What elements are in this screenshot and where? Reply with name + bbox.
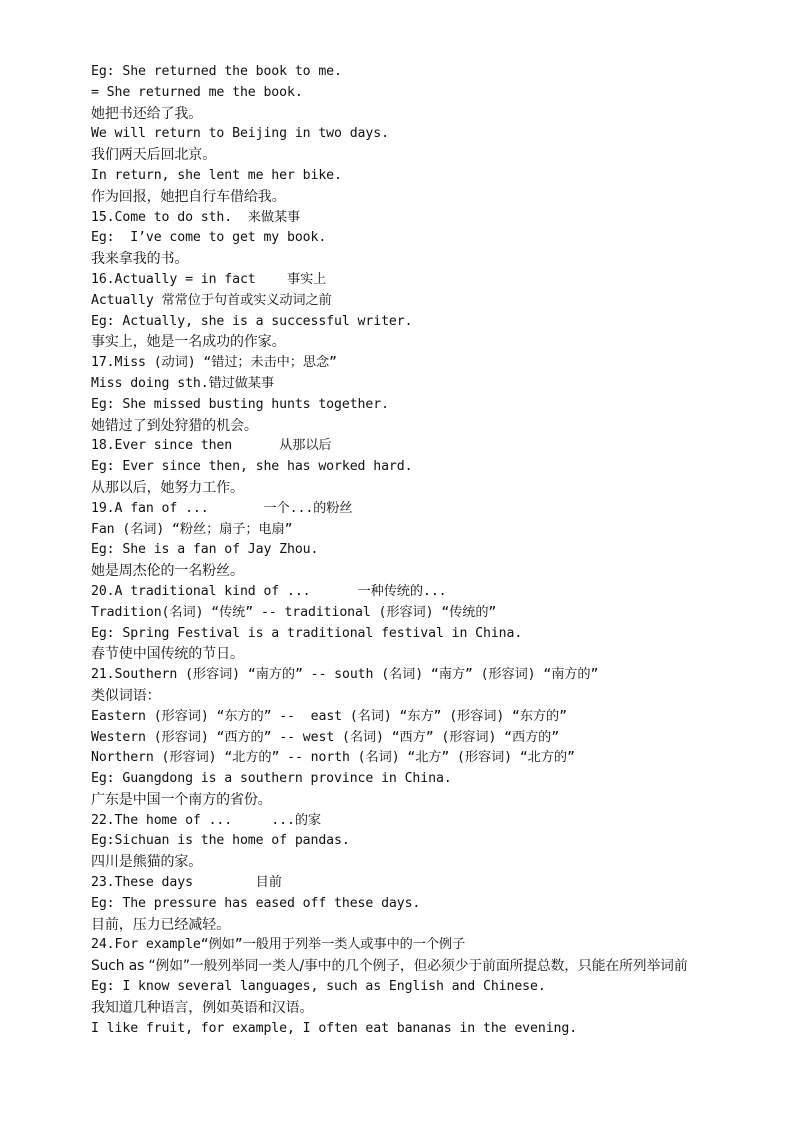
text-line: = She returned me the book. (91, 84, 303, 100)
text-line: Eg: The pressure has eased off these days. (91, 895, 421, 911)
text-line: Eg: Actually, she is a successful writer. (91, 313, 413, 329)
text-line: 我知道几种语言，例如英语和汉语。 (91, 999, 314, 1016)
text-line: 春节使中国传统的节日。 (91, 646, 244, 663)
text-line: 四川是熊猫的家。 (91, 854, 203, 871)
text-line: 23.These days 目前 (91, 875, 282, 891)
text-line: 22.The home of ... ...的家 (91, 812, 322, 828)
text-line: Eg: Ever since then, she has worked hard. (91, 459, 413, 475)
text-line: 15.Come to do sth. 来做某事 (91, 209, 301, 225)
text-line: Actually 常常位于句首或实义动词之前 (91, 292, 332, 308)
text-line: Eg: She returned the book to me. (91, 64, 342, 79)
text-line: 目前，压力已经减轻。 (91, 916, 230, 933)
text-line: 她错过了到处狩猎的机会。 (91, 417, 258, 434)
text-line: 18.Ever since then 从那以后 (91, 438, 332, 454)
text-line: Fan (名词) “粉丝；扇子；电扇” (91, 521, 293, 537)
text-line: Northern (形容词) “北方的” -- north (名词) “北方” (形容词) “北方的” (91, 750, 575, 766)
text-line: 我们两天后回北京。 (91, 147, 217, 164)
text-line: Western (形容词) “西方的” -- west (名词) “西方” (形容词) “西方的” (91, 729, 560, 745)
text-line: Eg: Guangdong is a southern province in China. (91, 771, 452, 787)
text-line: Tradition(名词) “传统” -- traditional (形容词) “传统的” (91, 604, 497, 620)
text-line: We will return to Beijing in two days. (91, 126, 389, 142)
text-line: 广东是中国一个南方的省份。 (91, 791, 272, 808)
text-line: 17.Miss (动词) “错过；未击中；思念” (91, 355, 337, 371)
text-line: Eg: She missed busting hunts together. (91, 396, 389, 412)
text-line: Eg: She is a fan of Jay Zhou. (91, 542, 319, 558)
text-line: Eg:Sichuan is the home of pandas. (91, 833, 350, 849)
document-body (91, 62, 751, 1039)
text-line: 24.For example“例如”一般用于列举一类人或事中的一个例子 (91, 937, 466, 953)
text-line: 21.Southern (形容词) “南方的” -- south (名词) “南方” (形容词) “南方的” (91, 667, 599, 683)
text-line: I like fruit, for example, I often eat bananas in the evening. (91, 1020, 578, 1036)
wrapped-paragraph: Such as “例如”一般列举同一类人/事中的几个例子，但必须少于前面所提总数，只能在所列举词前 (91, 958, 688, 975)
text-line: 19.A fan of ... 一个...的粉丝 (91, 500, 353, 516)
text-line: 20.A traditional kind of ... 一种传统的... (91, 583, 447, 599)
text-line: Eg: Spring Festival is a traditional festival in China. (91, 625, 523, 641)
text-line: 16.Actually = in fact 事实上 (91, 271, 327, 287)
text-line: Eastern (形容词) “东方的” -- east (名词) “东方” (形容词) “东方的” (91, 708, 567, 724)
text-line: 作为回报，她把自行车借给我。 (91, 188, 286, 205)
text-line: In return, she lent me her bike. (91, 167, 342, 183)
text-line: Eg: I’ve come to get my book. (91, 230, 327, 246)
text-line: 我来拿我的书。 (91, 251, 189, 268)
text-line: 她把书还给了我。 (91, 105, 203, 122)
text-line: 事实上，她是一名成功的作家。 (91, 334, 286, 351)
text-line: 类似词语： (91, 687, 161, 704)
text-line: 从那以后，她努力工作。 (91, 479, 244, 496)
text-line: Miss doing sth.错过做某事 (91, 375, 275, 391)
text-line: 她是周杰伦的一名粉丝。 (91, 563, 244, 580)
text-line: Eg: I know several languages, such as English and Chinese. (91, 979, 546, 995)
